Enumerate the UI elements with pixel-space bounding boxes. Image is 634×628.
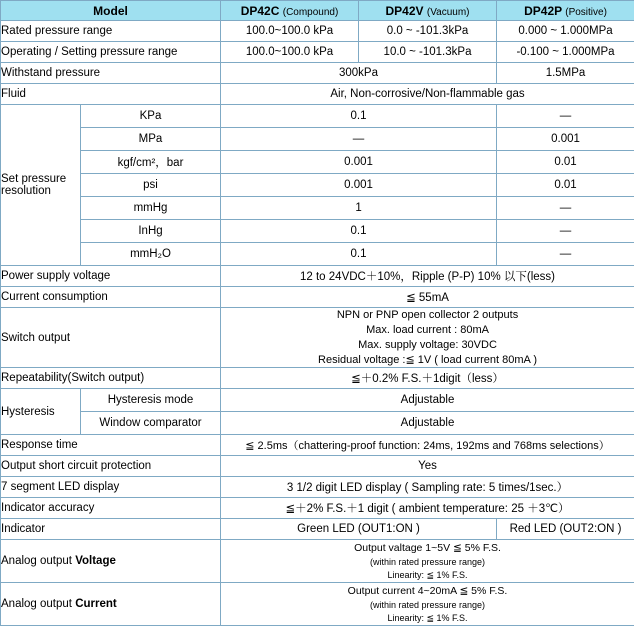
rated-pressure-range-dp42c: 100.0~100.0 kPa [221,21,359,42]
analog-output-current-value [221,583,634,626]
table-row-resolution-mpa [1,128,634,151]
table-row-hysteresis-mode [1,389,634,412]
table-row-resolution-kgfcm2 [1,151,634,174]
indicator-accuracy-value: ≦＋2% F.S.＋1 digit ( ambient temperature: 25 ＋3℃） [221,498,634,519]
table-row-resolution-mmhg [1,197,634,220]
analog-current-value-label: Current [75,598,117,611]
analog-voltage-line2: (within rated pressure range) [369,556,486,567]
row-label-fluid: Fluid [1,84,221,105]
resolution-inhg-p: — [497,220,634,243]
row-label-current-consumption: Current consumption [1,287,221,308]
resolution-mmh2o-p: — [497,243,634,266]
indicator-green-led: Green LED (OUT1:ON ) [221,519,497,540]
hysteresis-mode-value: Adjustable [221,389,634,412]
window-comparator-label: Window comparator [81,412,221,435]
analog-voltage-line3: Linearity: ≦ 1% F.S. [387,569,468,580]
hysteresis-mode-label: Hysteresis mode [81,389,221,412]
row-label-repeatability: Repeatability(Switch output) [1,368,221,389]
row-label-output-short-circuit-protection: Output short circuit protection [1,456,221,477]
row-label-response-time: Response time [1,435,221,456]
analog-output-voltage-value [221,540,634,583]
resolution-unit-mmhg: mmHg [81,197,221,220]
table-row-operating-setting-range [1,42,634,63]
header-dp42c-name: DP42C [240,3,280,18]
repeatability-value: ≦＋0.2% F.S.＋1digit（less） [221,368,634,389]
power-supply-voltage-value: 12 to 24VDC＋10%，Ripple (P-P) 10% 以下(less) [221,266,634,287]
switch-output-line-4: Residual voltage :≦ 1V ( load current 80mA ) [318,353,537,366]
analog-current-line3: Linearity: ≦ 1% F.S. [387,612,468,623]
resolution-unit-kgfcm2: kgf/cm²，bar [81,151,221,174]
resolution-mmhg-p: — [497,197,634,220]
table-row-indicator-accuracy [1,498,634,519]
resolution-unit-inhg: InHg [81,220,221,243]
row-label-led-display: 7 segment LED display [1,477,221,498]
analog-voltage-value-label: Voltage [75,555,116,568]
analog-current-line1: Output current 4~20mA ≦ 5% F.S. [347,584,508,597]
analog-current-line2: (within rated pressure range) [369,599,486,610]
led-display-value: 3 1/2 digit LED display ( Sampling rate: 5 times/1sec.） [221,477,634,498]
operating-setting-range-dp42c: 100.0~100.0 kPa [221,42,359,63]
table-row-resolution-kpa [1,105,634,128]
table-row-output-short-circuit-protection [1,456,634,477]
table-row-fluid [1,84,634,105]
current-consumption-value: ≦ 55mA [221,287,634,308]
resolution-mmhg-cv: 1 [221,197,497,220]
table-row-power-supply-voltage [1,266,634,287]
operating-setting-range-dp42p: -0.100 ~ 1.000MPa [497,42,634,63]
output-short-circuit-protection-value: Yes [221,456,634,477]
header-dp42c [221,1,359,21]
resolution-unit-kpa: KPa [81,105,221,128]
operating-setting-range-dp42v: 10.0 ~ -101.3kPa [359,42,497,63]
resolution-inhg-cv: 0.1 [221,220,497,243]
header-dp42p [497,1,634,21]
switch-output-value [221,308,634,368]
row-label-operating-setting-range: Operating / Setting pressure range [1,42,221,63]
resolution-kgfcm2-p: 0.01 [497,151,634,174]
header-model: Model [1,1,221,21]
table-row-withstand-pressure [1,63,634,84]
row-label-analog-output-voltage [1,540,221,583]
switch-output-line-1: NPN or PNP open collector 2 outputs [336,309,519,321]
set-pressure-resolution-line2: resolution [1,185,51,197]
resolution-unit-mmh2o: mmH₂O [81,243,221,266]
resolution-kgfcm2-cv: 0.001 [221,151,497,174]
header-dp42v-suffix: (Vacuum) [426,6,470,18]
table-row-analog-output-voltage [1,540,634,583]
resolution-psi-p: 0.01 [497,174,634,197]
resolution-unit-psi: psi [81,174,221,197]
table-row-switch-output [1,308,634,368]
window-comparator-value: Adjustable [221,412,634,435]
analog-current-prefix: Analog output [1,598,72,611]
table-row-analog-output-current [1,583,634,626]
analog-voltage-line1: Output valtage 1~5V ≦ 5% F.S. [354,541,501,554]
resolution-mpa-p: 0.001 [497,128,634,151]
row-label-rated-pressure-range: Rated pressure range [1,21,221,42]
row-label-indicator-accuracy: Indicator accuracy [1,498,221,519]
table-row-resolution-inhg [1,220,634,243]
switch-output-line-2: Max. load current : 80mA [366,323,489,336]
table-row-indicator [1,519,634,540]
row-label-analog-output-current [1,583,221,626]
rated-pressure-range-dp42v: 0.0 ~ -101.3kPa [359,21,497,42]
analog-voltage-prefix: Analog output [1,555,72,568]
fluid-value: Air, Non-corrosive/Non-flammable gas [221,84,634,105]
indicator-red-led: Red LED (OUT2:ON ) [497,519,634,540]
table-row-resolution-psi [1,174,634,197]
resolution-psi-cv: 0.001 [221,174,497,197]
resolution-mpa-cv: — [221,128,497,151]
response-time-value: ≦ 2.5ms（chattering-proof function: 24ms, 192ms and 768ms selections） [221,435,634,456]
row-label-hysteresis: Hysteresis [1,389,81,435]
resolution-kpa-cv: 0.1 [221,105,497,128]
table-row-window-comparator [1,412,634,435]
header-dp42c-suffix: (Compound) [282,6,339,18]
rated-pressure-range-dp42p: 0.000 ~ 1.000MPa [497,21,634,42]
table-row-resolution-mmh2o [1,243,634,266]
header-dp42v-name: DP42V [385,3,424,18]
header-dp42p-name: DP42P [524,3,562,18]
row-label-withstand-pressure: Withstand pressure [1,63,221,84]
header-dp42v [359,1,497,21]
table-header-row [1,1,634,21]
table-row-led-display [1,477,634,498]
switch-output-line-3: Max. supply voltage: 30VDC [358,338,497,351]
row-label-indicator: Indicator [1,519,221,540]
set-pressure-resolution-line1: Set pressure [1,173,67,185]
resolution-kpa-p: — [497,105,634,128]
table-row-current-consumption [1,287,634,308]
row-label-power-supply-voltage: Power supply voltage [1,266,221,287]
table-row-rated-pressure-range [1,21,634,42]
table-row-repeatability [1,368,634,389]
row-label-set-pressure-resolution [1,105,81,266]
header-dp42p-suffix: (Positive) [565,6,607,18]
withstand-pressure-dp42p: 1.5MPa [497,63,634,84]
resolution-unit-mpa: MPa [81,128,221,151]
withstand-pressure-dp42cv: 300kPa [221,63,497,84]
row-label-switch-output: Switch output [1,308,221,368]
resolution-mmh2o-cv: 0.1 [221,243,497,266]
table-row-response-time [1,435,634,456]
